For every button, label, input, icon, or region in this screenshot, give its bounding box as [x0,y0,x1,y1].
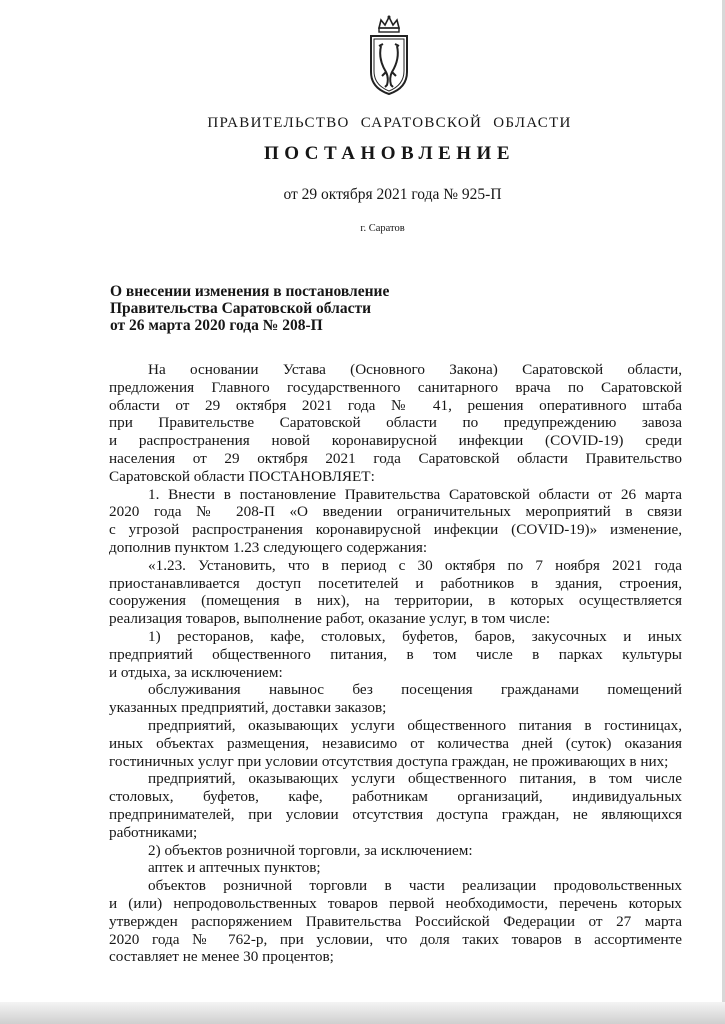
body-line: работниками; [109,823,198,841]
body-line: предприятий общественного питания, в том числе в парках культуры [109,645,682,663]
body-line: утвержден распоряжением Правительства Российской Федерации от 27 марта [109,912,682,930]
document-type-title: ПОСТАНОВЛЕНИЕ [263,143,516,164]
government-word: ПРАВИТЕЛЬСТВО [207,115,350,131]
body-line: На основании Устава (Основного Закона) Саратовской области, [148,361,682,378]
body-line: предприятий, оказывающих услуги общественного питания в гостиницах, [148,716,682,734]
body-line: объектов розничной торговли в части реализации продовольственных [148,877,682,895]
body-line: 2) объектов розничной торговли, за исключением: [148,841,473,859]
document-subject [110,283,389,334]
body-line: 2020 года № 208-П «О введении ограничительных мероприятий в связи [109,503,682,521]
body-line: и (или) непродовольственных товаров первой необходимости, перечень которых [109,894,682,912]
body-line: 1) ресторанов, кафе, столовых, буфетов, баров, закусочных и иных [148,627,682,645]
document-city: г. Саратов [360,223,405,234]
subject-line: О внесении изменения в постановление [110,283,390,300]
body-line: гостиничных услуг при условии отсутствия доступа граждан, не проживающих в них; [109,752,669,770]
government-name [0,115,725,132]
body-line: приостанавливается доступ посетителей и работников в здания, строения, [109,574,682,592]
body-line: с угрозой распространения коронавирусной инфекции (COVID-19)» изменение, [109,521,682,539]
subject-line: от 26 марта 2020 года № 208-П [110,317,323,334]
saratov-coat-of-arms-icon [365,14,413,96]
body-line: обслуживания навынос без посещения гражданами помещений [148,681,682,699]
subject-line: Правительства Саратовской области [110,300,371,317]
body-line: столовых, буфетов, кафе, работникам организаций, индивидуальных [109,788,682,806]
body-line: Саратовской области ПОСТАНОВЛЯЕТ: [109,467,375,485]
body-line: сооружения (помещения в них), на территории, в которых осуществляется [109,592,682,610]
document-body [109,361,682,966]
body-line: составляет не менее 30 процентов; [109,948,334,966]
government-word: САРАТОВСКОЙ [360,115,483,131]
body-line: и распространения новой коронавирусной инфекции (COVID-19) среди [109,432,682,450]
body-line: предприятий, оказывающих услуги общественного питания, в том числе [148,770,682,788]
body-line: 1. Внести в постановление Правительства Саратовской области от 26 марта [148,485,682,503]
body-line: предпринимателей, при условии отсутствия доступа граждан, не являющихся [109,805,682,823]
body-line: дополнив пунктом 1.23 следующего содержания: [109,538,428,556]
page-bottom-shadow [0,1002,725,1024]
body-line: указанных предприятий, доставки заказов; [109,699,387,717]
body-line: при Правительстве Саратовской области по предупреждению завоза [109,414,682,432]
body-line: «1.23. Установить, что в период с 30 октября по 7 ноября 2021 года [148,556,682,574]
body-line: реализация товаров, выполнение работ, оказание услуг, в том числе: [109,610,551,628]
body-line: аптек и аптечных пунктов; [148,859,321,877]
body-line: населения от 29 октября 2021 года Саратовской области Правительство [109,449,682,467]
body-line: и отдыха, за исключением: [109,663,283,681]
document-date-number: от 29 октября 2021 года № 925-П [283,186,502,203]
body-line: 2020 года № 762-р, при условии, что доля таких товаров в ассортименте [109,930,682,948]
body-line: предложения Главного государственного санитарного врача по Саратовской [109,378,682,396]
body-line: области от 29 октября 2021 года № 41, решения оперативного штаба [109,396,682,414]
government-word: ОБЛАСТИ [493,115,572,131]
body-line: иных объектах размещения, независимо от количества дней (суток) оказания [109,734,682,752]
